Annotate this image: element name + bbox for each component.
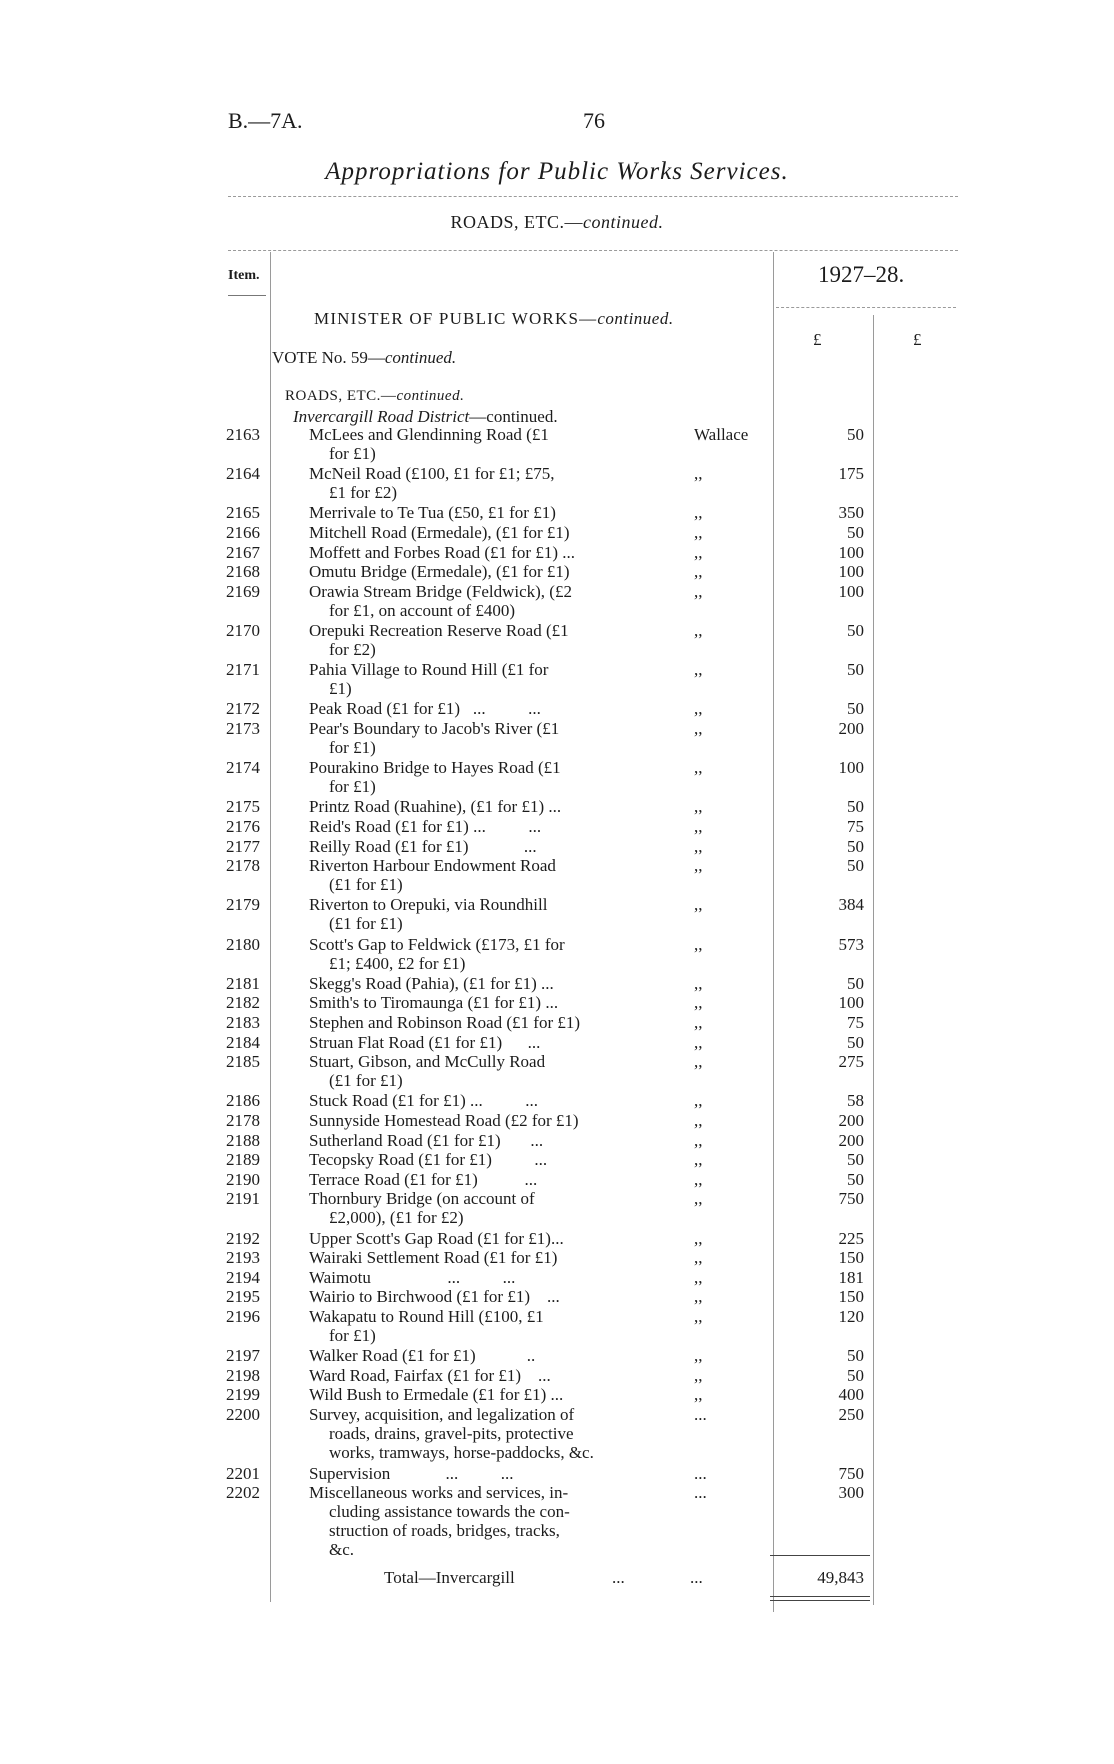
- description-line: Sunnyside Homestead Road (£2 for £1): [309, 1111, 579, 1130]
- amount: 75: [847, 817, 864, 836]
- item-description: [309, 895, 639, 933]
- electoral-district: ,,: [694, 1307, 703, 1326]
- item-description: [309, 1385, 639, 1404]
- electoral-district: ,,: [694, 1365, 703, 1385]
- electoral-district: ,,: [694, 1228, 703, 1248]
- item-description: [309, 582, 639, 620]
- amount: 100: [838, 581, 864, 601]
- item-number: 2200: [226, 1405, 260, 1424]
- total-rule-bottom-2: [770, 1600, 870, 1601]
- electoral-district: ,,: [694, 1248, 703, 1268]
- amount: 750: [838, 1463, 864, 1483]
- electoral-district: ,,: [694, 503, 703, 523]
- amount: 350: [838, 503, 864, 523]
- description-continuation: £2,000), (£1 for £2): [329, 1208, 464, 1228]
- amount: 400: [838, 1385, 864, 1405]
- electoral-district: ,,: [694, 581, 703, 601]
- electoral-district: ,,: [694, 562, 703, 582]
- description-line: Riverton Harbour Endowment Road: [309, 856, 556, 876]
- amount: 50: [847, 1346, 864, 1366]
- page-number: 76: [583, 108, 605, 133]
- item-column-header: Item.: [228, 268, 260, 283]
- electoral-district: ,,: [694, 621, 703, 640]
- description-continuation: for £2): [329, 640, 376, 659]
- description-line: Mitchell Road (Ermedale), (£1 for £1): [309, 523, 570, 542]
- amount: 200: [838, 1130, 864, 1150]
- currency-header-2: £: [913, 330, 922, 349]
- item-description: [309, 660, 639, 698]
- item-number: 2181: [226, 973, 260, 993]
- electoral-district: ,,: [694, 895, 703, 915]
- description-continuation: cluding assistance towards the con-: [329, 1502, 570, 1522]
- minister-heading-cont: continued.: [597, 309, 674, 328]
- electoral-district: ,,: [694, 464, 703, 484]
- description-line: Skegg's Road (Pahia), (£1 for £1) ...: [309, 973, 554, 993]
- item-description: [309, 1189, 639, 1227]
- total-amount: 49,843: [817, 1568, 864, 1587]
- page-title: Appropriations for Public Works Services.: [325, 158, 789, 185]
- district-heading-main: Invercargill Road District: [293, 407, 470, 426]
- electoral-district: ,,: [694, 1169, 703, 1189]
- description-line: Scott's Gap to Feldwick (£173, £1 for: [309, 934, 565, 954]
- total-leader-2: ...: [690, 1568, 703, 1587]
- description-continuation: (£1 for £1): [329, 875, 403, 895]
- description-line: Moffett and Forbes Road (£1 for £1) ...: [309, 542, 575, 562]
- description-line: Orepuki Recreation Reserve Road (£1: [309, 621, 569, 640]
- item-number: 2190: [226, 1169, 260, 1189]
- amount: 181: [838, 1267, 864, 1287]
- total-rule-top: [770, 1555, 870, 1556]
- item-description: [309, 1248, 639, 1267]
- item-number: 2183: [226, 1013, 260, 1032]
- electoral-district: ,,: [694, 797, 703, 817]
- item-number: 2173: [226, 719, 260, 738]
- vote-heading-cont: continued.: [384, 348, 457, 367]
- item-description: [309, 1013, 639, 1032]
- description-line: Stuart, Gibson, and McCully Road: [309, 1052, 546, 1072]
- amount: 50: [847, 1169, 864, 1189]
- item-number: 2193: [226, 1248, 260, 1268]
- electoral-district: ,,: [694, 1052, 703, 1072]
- section-title-cont: continued.: [583, 212, 664, 232]
- item-description: [309, 425, 639, 463]
- description-line: Upper Scott's Gap Road (£1 for £1)...: [309, 1228, 564, 1248]
- item-description: [309, 1052, 639, 1090]
- electoral-district: ,,: [694, 1267, 703, 1287]
- electoral-district: ,,: [694, 836, 703, 856]
- item-number: 2198: [226, 1365, 260, 1385]
- item-description: [309, 1346, 639, 1365]
- amount: 50: [847, 1365, 864, 1385]
- item-number: 2176: [226, 817, 260, 836]
- amount: 200: [838, 1111, 864, 1130]
- item-number: 2165: [226, 503, 260, 523]
- year-column-header: 1927–28.: [818, 262, 905, 287]
- electoral-district: ,,: [694, 934, 703, 954]
- item-number: 2197: [226, 1346, 260, 1366]
- subhead-cont: continued.: [396, 388, 465, 404]
- amount: 120: [838, 1307, 864, 1326]
- item-number: 2185: [226, 1052, 260, 1072]
- electoral-district: ,,: [694, 719, 703, 738]
- item-number: 2170: [226, 621, 260, 640]
- item-number: 2164: [226, 464, 260, 484]
- electoral-district: Wallace: [694, 425, 749, 444]
- amount: 50: [847, 856, 864, 876]
- item-description: [309, 797, 639, 816]
- item-description: [309, 1287, 639, 1306]
- item-description: [309, 503, 639, 522]
- item-description: [309, 1091, 639, 1110]
- item-description: [309, 817, 639, 836]
- amount: 50: [847, 1150, 864, 1170]
- description-line: Wairio to Birchwood (£1 for £1) ...: [309, 1287, 560, 1307]
- item-description: [309, 1268, 639, 1287]
- item-number: 2163: [226, 425, 260, 444]
- description-continuation: for £1): [329, 738, 376, 757]
- description-continuation: £1 for £2): [329, 483, 397, 503]
- electoral-district: ,,: [694, 1111, 703, 1130]
- item-description: [309, 719, 639, 757]
- description-line: Pear's Boundary to Jacob's River (£1: [309, 719, 560, 738]
- description-line: Riverton to Orepuki, via Roundhill: [309, 895, 548, 915]
- amount: 300: [838, 1483, 864, 1503]
- item-description: [309, 1307, 639, 1345]
- subhead-main: ROADS, ETC.—: [285, 388, 397, 404]
- electoral-district: ,,: [694, 1013, 703, 1032]
- item-number: 2179: [226, 895, 260, 915]
- description-continuation: roads, drains, gravel-pits, protective: [329, 1424, 574, 1443]
- item-description: [309, 464, 639, 502]
- item-number: 2188: [226, 1130, 260, 1150]
- description-continuation: &c.: [329, 1540, 355, 1560]
- description-line: Wakapatu to Round Hill (£100, £1: [309, 1307, 544, 1326]
- amount: 58: [847, 1091, 864, 1111]
- item-description: [309, 699, 639, 718]
- electoral-district: ,,: [694, 523, 703, 542]
- description-line: McNeil Road (£100, £1 for £1; £75,: [309, 464, 555, 484]
- item-number: 2167: [226, 542, 260, 562]
- item-number: 2186: [226, 1091, 260, 1111]
- description-continuation: for £1, on account of £400): [329, 600, 516, 620]
- description-continuation: works, tramways, horse-paddocks, &c.: [329, 1443, 594, 1462]
- description-continuation: (£1 for £1): [329, 914, 403, 934]
- item-number: 2178: [226, 856, 260, 876]
- electoral-district: ,,: [694, 973, 703, 993]
- description-line: Struan Flat Road (£1 for £1) ...: [309, 1032, 541, 1052]
- description-line: McLees and Glendinning Road (£1: [309, 425, 549, 444]
- item-description: [309, 1483, 639, 1559]
- vote-heading-main: VOTE No. 59—: [272, 348, 385, 367]
- electoral-district: ,,: [694, 1150, 703, 1170]
- item-description: [309, 974, 639, 993]
- description-continuation: £1): [329, 679, 352, 699]
- amount: 750: [838, 1189, 864, 1209]
- item-number: 2174: [226, 758, 260, 778]
- electoral-district: ,,: [694, 817, 703, 836]
- amount: 175: [838, 464, 864, 484]
- electoral-district: ,,: [694, 1130, 703, 1150]
- item-number: 2177: [226, 836, 260, 856]
- item-number: 2169: [226, 581, 260, 601]
- item-number: 2178: [226, 1111, 260, 1130]
- item-description: [309, 856, 639, 894]
- total-leader-1: ...: [612, 1568, 625, 1587]
- item-number: 2202: [226, 1483, 260, 1503]
- electoral-district: ,,: [694, 1385, 703, 1405]
- item-number: 2201: [226, 1463, 260, 1483]
- item-number: 2199: [226, 1385, 260, 1405]
- amount: 225: [838, 1228, 864, 1248]
- amount: 50: [847, 425, 864, 444]
- item-number: 2168: [226, 562, 260, 582]
- item-number: 2189: [226, 1150, 260, 1170]
- total-label: Total—Invercargill: [384, 1568, 515, 1587]
- description-line: Sutherland Road (£1 for £1) ...: [309, 1130, 544, 1150]
- description-line: Tecopsky Road (£1 for £1) ...: [309, 1150, 548, 1170]
- electoral-district: ,,: [694, 1032, 703, 1052]
- amount: 275: [838, 1052, 864, 1072]
- item-number: 2180: [226, 934, 260, 954]
- item-number: 2192: [226, 1228, 260, 1248]
- electoral-district: ,,: [694, 993, 703, 1013]
- item-description: [309, 1405, 639, 1462]
- item-description: [309, 935, 639, 973]
- description-line: Stephen and Robinson Road (£1 for £1): [309, 1013, 581, 1032]
- description-continuation: (£1 for £1): [329, 1071, 403, 1091]
- item-description: [309, 523, 639, 542]
- electoral-district: ,,: [694, 660, 703, 680]
- amount: 50: [847, 836, 864, 856]
- description-line: Reilly Road (£1 for £1) ...: [309, 836, 537, 856]
- minister-heading-main: MINISTER OF PUBLIC WORKS—: [314, 309, 598, 328]
- description-line: Supervision ... ...: [309, 1463, 514, 1483]
- electoral-district: ,,: [694, 542, 703, 562]
- total-rule-bottom-1: [770, 1596, 870, 1597]
- item-description: [309, 1170, 639, 1189]
- item-description: [309, 562, 639, 581]
- description-line: Reid's Road (£1 for £1) ... ...: [309, 817, 542, 836]
- description-line: Printz Road (Ruahine), (£1 for £1) ...: [309, 797, 562, 817]
- amount: 50: [847, 797, 864, 817]
- electoral-district: ...: [694, 1483, 707, 1503]
- amount: 100: [838, 758, 864, 778]
- electoral-district: ...: [694, 1405, 707, 1424]
- amount: 50: [847, 1032, 864, 1052]
- item-description: [309, 837, 639, 856]
- amount: 384: [838, 895, 864, 915]
- item-description: [309, 1033, 639, 1052]
- amount: 100: [838, 562, 864, 582]
- item-number: 2166: [226, 523, 260, 542]
- amount: 200: [838, 719, 864, 738]
- description-line: Merrivale to Te Tua (£50, £1 for £1): [309, 503, 556, 523]
- amount: 250: [838, 1405, 864, 1424]
- description-line: Pourakino Bridge to Hayes Road (£1: [309, 758, 561, 778]
- electoral-district: ,,: [694, 1189, 703, 1209]
- item-number: 2191: [226, 1189, 260, 1209]
- amount: 573: [838, 934, 864, 954]
- electoral-district: ,,: [694, 1091, 703, 1111]
- amount: 75: [847, 1013, 864, 1032]
- description-line: Terrace Road (£1 for £1) ...: [309, 1169, 538, 1189]
- item-description: [309, 1150, 639, 1169]
- item-number: 2184: [226, 1032, 260, 1052]
- description-continuation: for £1): [329, 1326, 376, 1345]
- description-line: Miscellaneous works and services, in-: [309, 1483, 569, 1503]
- amount: 100: [838, 993, 864, 1013]
- amount: 50: [847, 523, 864, 542]
- amount: 50: [847, 973, 864, 993]
- item-description: [309, 993, 639, 1012]
- item-number: 2195: [226, 1287, 260, 1307]
- description-continuation: £1; £400, £2 for £1): [329, 953, 466, 973]
- item-number: 2171: [226, 660, 260, 680]
- electoral-district: ,,: [694, 758, 703, 778]
- description-line: Thornbury Bridge (on account of: [309, 1189, 535, 1209]
- electoral-district: ,,: [694, 699, 703, 719]
- electoral-district: ,,: [694, 856, 703, 876]
- item-number: 2194: [226, 1267, 260, 1287]
- amount: 50: [847, 660, 864, 680]
- amount: 150: [838, 1248, 864, 1268]
- amount: 50: [847, 699, 864, 719]
- electoral-district: ...: [694, 1463, 707, 1483]
- currency-header-1: £: [813, 330, 822, 349]
- item-description: [309, 1111, 639, 1130]
- item-number: 2172: [226, 699, 260, 719]
- item-description: [309, 1464, 639, 1483]
- item-number: 2175: [226, 797, 260, 817]
- item-description: [309, 543, 639, 562]
- item-description: [309, 621, 639, 659]
- description-line: Omutu Bridge (Ermedale), (£1 for £1): [309, 562, 570, 582]
- description-continuation: struction of roads, bridges, tracks,: [329, 1521, 560, 1541]
- electoral-district: ,,: [694, 1287, 703, 1307]
- description-line: Ward Road, Fairfax (£1 for £1) ...: [309, 1365, 551, 1385]
- description-line: Stuck Road (£1 for £1) ... ...: [309, 1091, 539, 1111]
- description-line: Wild Bush to Ermedale (£1 for £1) ...: [309, 1385, 564, 1405]
- document-code: B.—7A.: [228, 108, 303, 133]
- amount: 100: [838, 542, 864, 562]
- item-number: 2196: [226, 1307, 260, 1326]
- electoral-district: ,,: [694, 1346, 703, 1366]
- amount: 150: [838, 1287, 864, 1307]
- item-description: [309, 1229, 639, 1248]
- description-continuation: for £1): [329, 777, 376, 797]
- item-number: 2182: [226, 993, 260, 1013]
- item-description: [309, 1131, 639, 1150]
- description-line: Smith's to Tiromaunga (£1 for £1) ...: [309, 993, 559, 1013]
- item-description: [309, 1366, 639, 1385]
- description-line: Peak Road (£1 for £1) ... ...: [309, 699, 541, 719]
- description-continuation: for £1): [329, 444, 376, 463]
- description-line: Walker Road (£1 for £1) ..: [309, 1346, 536, 1366]
- district-heading-cont: —continued.: [469, 407, 558, 426]
- amount: 50: [847, 621, 864, 640]
- description-line: Waimotu ... ...: [309, 1267, 516, 1287]
- item-description: [309, 758, 639, 796]
- description-line: Orawia Stream Bridge (Feldwick), (£2: [309, 581, 572, 601]
- description-line: Survey, acquisition, and legalization of: [309, 1405, 575, 1424]
- description-line: Wairaki Settlement Road (£1 for £1): [309, 1248, 558, 1268]
- description-line: Pahia Village to Round Hill (£1 for: [309, 660, 549, 680]
- section-title-main: ROADS, ETC.—: [450, 212, 584, 232]
